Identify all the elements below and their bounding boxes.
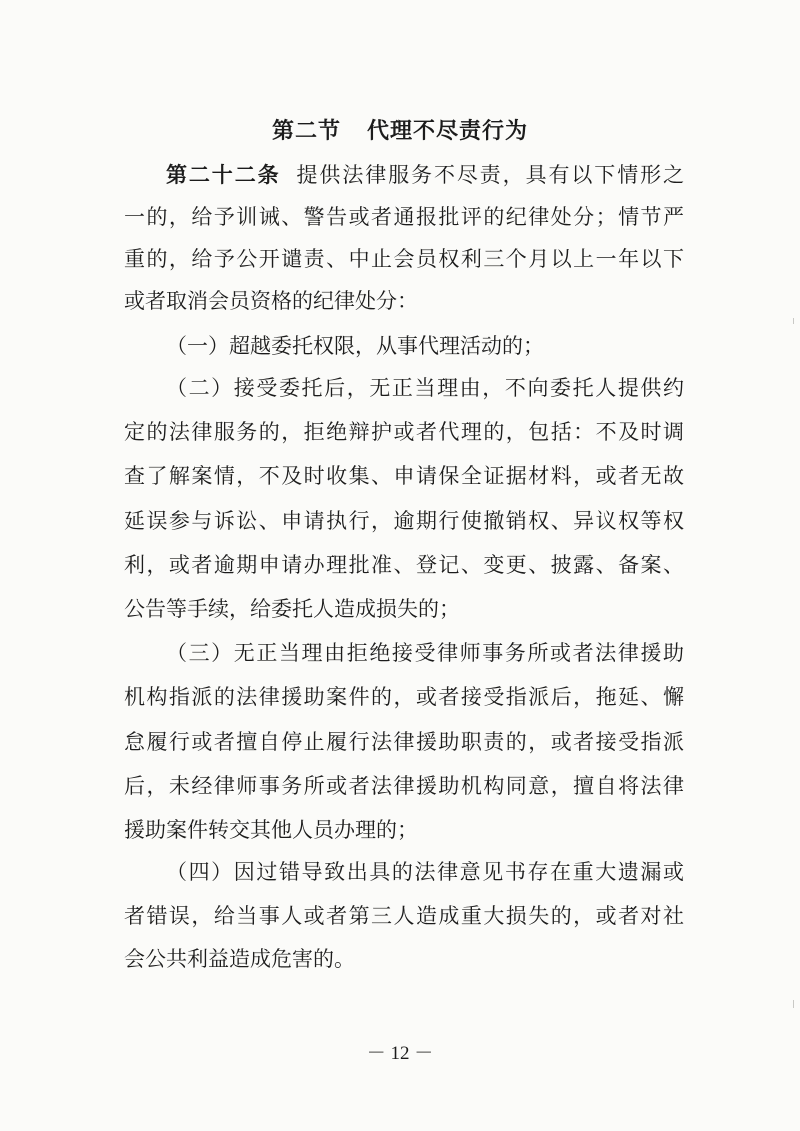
scan-mark [793,318,794,324]
item-3-line: （三）无正当理由拒绝接受律师事务所或者法律援助 [166,641,684,665]
article-lead-text: 提供法律服务不尽责，具有以下情形之 [296,163,685,187]
paragraph-line: 一的，给予训诫、警告或者通报批评的纪律处分；情节严 [124,205,684,229]
article-label: 第二十二条 [166,163,281,187]
paragraph-line: 者错误，给当事人或者第三人造成重大损失的，或者对社 [124,904,684,928]
section-title: 第二节 代理不尽责行为 [272,119,528,144]
paragraph-line: 怠履行或者擅自停止履行法律援助职责的，或者接受指派 [124,730,684,754]
paragraph-line: 援助案件转交其他人员办理的； [124,818,418,842]
paragraph-line: 利，或者逾期申请办理批准、登记、变更、披露、备案、 [124,553,684,577]
paragraph-line: 或者取消会员资格的纪律处分： [124,289,418,313]
paragraph-line: 机构指派的法律援助案件的，或者接受指派后，拖延、懈 [124,685,684,709]
item-1-line: （一）超越委托权限，从事代理活动的； [166,334,544,358]
item-4-line: （四）因过错导致出具的法律意见书存在重大遗漏或 [166,860,684,884]
paragraph-line [166,159,684,191]
page-number: － 12 － [366,1043,434,1064]
paragraph-line: 会公共利益造成危害的。 [124,947,355,971]
scan-mark [793,1000,794,1008]
paragraph-line: 公告等手续，给委托人造成损失的； [124,597,460,621]
paragraph-line: 定的法律服务的，拒绝辩护或者代理的，包括：不及时调 [124,420,684,444]
item-2-line: （二）接受委托后，无正当理由，不向委托人提供约 [166,376,684,400]
paragraph-line: 查了解案情，不及时收集、申请保全证据材料，或者无故 [124,464,684,488]
paragraph-line: 重的，给予公开谴责、中止会员权利三个月以上一年以下 [124,247,684,271]
paragraph-line: 延误参与诉讼、申请执行，逾期行使撤销权、异议权等权 [124,509,684,533]
paragraph-line: 后，未经律师事务所或者法律援助机构同意，擅自将法律 [124,774,684,798]
